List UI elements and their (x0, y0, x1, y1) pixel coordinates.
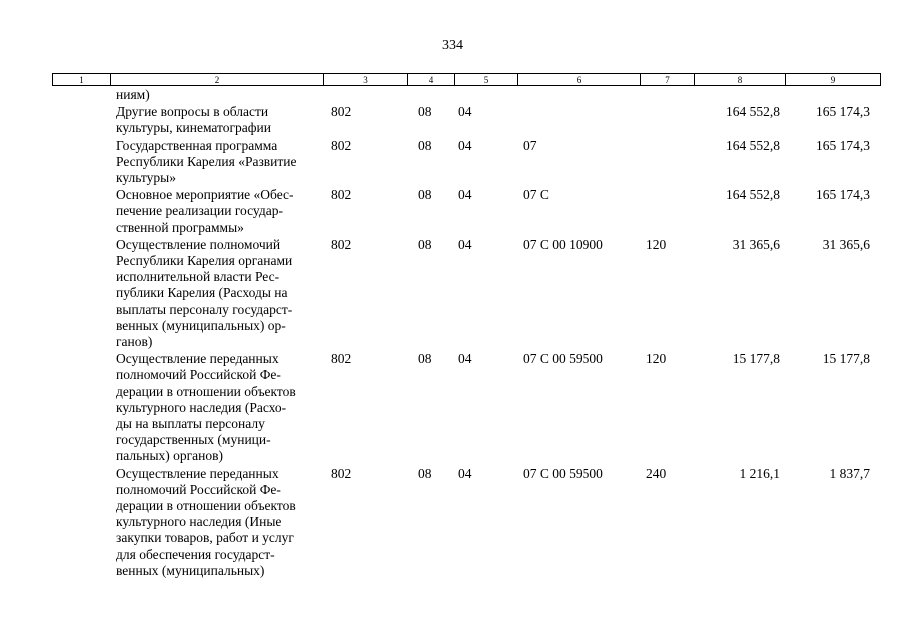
description-line: публики Карелия (Расходы на (116, 285, 288, 301)
column-header-6: 6 (518, 74, 641, 86)
cell-ministry-code: 802 (331, 187, 352, 203)
description-line: венных (муниципальных) ор- (116, 317, 286, 333)
description-line: полномочий Российской Фе- (116, 367, 281, 383)
row-description (110, 104, 323, 136)
cell-target-article: 07 С 00 10900 (523, 236, 603, 252)
description-line: ганов) (116, 334, 153, 350)
cell-target-article: 07 С (523, 187, 549, 203)
column-header-4: 4 (408, 74, 455, 86)
cell-section: 08 (418, 137, 432, 153)
description-line: исполнительной власти Рес- (116, 269, 280, 285)
cell-ministry-code: 802 (331, 465, 352, 481)
column-header-5: 5 (455, 74, 518, 86)
description-line: пальных) органов) (116, 448, 224, 464)
cell-subsection: 04 (458, 137, 472, 153)
column-header-3: 3 (324, 74, 408, 86)
description-line: культуры» (116, 170, 176, 186)
description-line: полномочий Российской Фе- (116, 481, 281, 497)
column-header-8: 8 (695, 74, 786, 86)
description-line: Другие вопросы в области (116, 104, 269, 120)
row-description (110, 87, 323, 103)
cell-subsection: 04 (458, 104, 472, 120)
cell-section: 08 (418, 187, 432, 203)
description-line: ственной программы» (116, 219, 244, 235)
description-line: дерации в отношении объектов (116, 498, 296, 514)
cell-amount-2: 165 174,3 (816, 187, 870, 203)
table-row (52, 138, 880, 187)
table-row (52, 104, 880, 136)
cell-expense-type: 120 (646, 236, 667, 252)
cell-amount-1: 1 216,1 (739, 465, 780, 481)
table-row (52, 187, 880, 236)
column-header-9: 9 (786, 74, 881, 86)
row-description (110, 466, 323, 579)
cell-section: 08 (418, 104, 432, 120)
description-line: Осуществление полномочий (116, 236, 281, 252)
description-line: культуры, кинематографии (116, 120, 271, 136)
cell-amount-2: 165 174,3 (816, 137, 870, 153)
description-line: печение реализации государ- (116, 203, 283, 219)
cell-amount-1: 15 177,8 (732, 351, 780, 367)
column-number-header (52, 73, 881, 86)
cell-subsection: 04 (458, 351, 472, 367)
cell-target-article: 07 (523, 137, 537, 153)
row-description (110, 187, 323, 236)
cell-amount-2: 165 174,3 (816, 104, 870, 120)
table-row (52, 87, 880, 103)
description-line: Осуществление переданных (116, 351, 279, 367)
description-line: выплаты персоналу государст- (116, 301, 293, 317)
cell-expense-type: 240 (646, 465, 667, 481)
description-line: венных (муниципальных) (116, 562, 265, 578)
description-line: культурного наследия (Расхо- (116, 399, 287, 415)
description-line: Основное мероприятие «Обес- (116, 187, 294, 203)
description-line: дерации в отношении объектов (116, 383, 296, 399)
cell-ministry-code: 802 (331, 104, 352, 120)
table-body (52, 87, 880, 580)
cell-amount-2: 1 837,7 (829, 465, 870, 481)
cell-target-article: 07 С 00 59500 (523, 465, 603, 481)
page-number: 334 (442, 38, 463, 53)
description-line: Государственная программа (116, 137, 278, 153)
description-line: ды на выплаты персоналу (116, 416, 265, 432)
cell-subsection: 04 (458, 187, 472, 203)
cell-subsection: 04 (458, 236, 472, 252)
cell-amount-1: 164 552,8 (726, 104, 780, 120)
cell-amount-2: 31 365,6 (822, 236, 870, 252)
description-line: Осуществление переданных (116, 465, 279, 481)
description-line: ниям) (116, 87, 150, 102)
row-description (110, 237, 323, 350)
cell-amount-2: 15 177,8 (822, 351, 870, 367)
row-description (110, 351, 323, 464)
cell-expense-type: 120 (646, 351, 667, 367)
cell-section: 08 (418, 236, 432, 252)
table-row (52, 237, 880, 350)
description-line: государственных (муници- (116, 432, 271, 448)
cell-target-article: 07 С 00 59500 (523, 351, 603, 367)
description-line: Республики Карелия органами (116, 253, 293, 269)
row-description (110, 138, 323, 187)
column-header-7: 7 (641, 74, 695, 86)
description-line: для обеспечения государст- (116, 546, 275, 562)
cell-amount-1: 164 552,8 (726, 187, 780, 203)
cell-subsection: 04 (458, 465, 472, 481)
cell-amount-1: 31 365,6 (732, 236, 780, 252)
cell-section: 08 (418, 351, 432, 367)
table-row (52, 466, 880, 579)
table-row (52, 351, 880, 464)
cell-ministry-code: 802 (331, 137, 352, 153)
column-header-1: 1 (53, 74, 111, 86)
column-header-2: 2 (111, 74, 324, 86)
cell-section: 08 (418, 465, 432, 481)
cell-ministry-code: 802 (331, 351, 352, 367)
description-line: культурного наследия (Иные (116, 514, 282, 530)
cell-ministry-code: 802 (331, 236, 352, 252)
description-line: закупки товаров, работ и услуг (116, 530, 294, 546)
cell-amount-1: 164 552,8 (726, 137, 780, 153)
description-line: Республики Карелия «Развитие (116, 153, 297, 169)
